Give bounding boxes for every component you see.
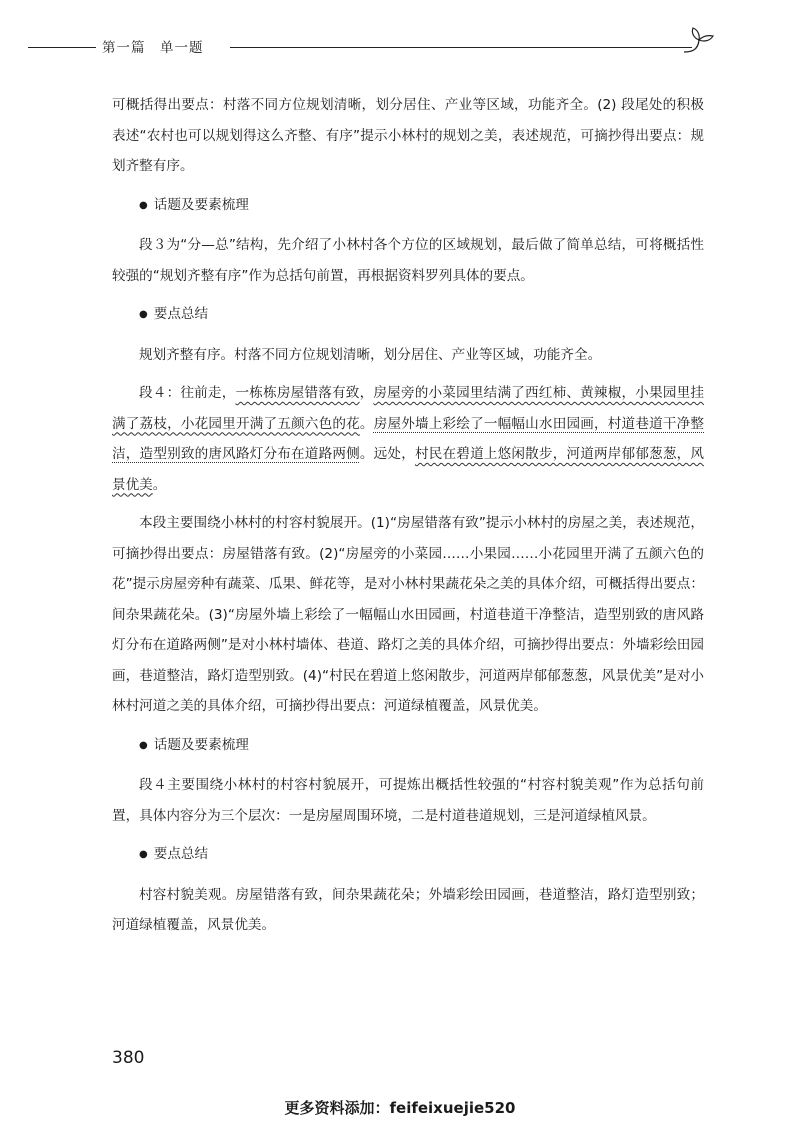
passage-punct: 。 <box>359 415 374 432</box>
passage-punct: ， <box>359 385 374 401</box>
topic-paragraph: 段４主要围绕小林村的村容村貌展开，可提炼出概括性较强的“村容村貌美观”作为总括句前置，具体内容分为三个层次：一是房屋周围环境，二是村道巷道规划，三是河道绿植风景。 <box>112 777 704 824</box>
bullet-heading <box>112 299 704 332</box>
sprout-icon <box>682 24 716 54</box>
bullet-heading <box>112 730 704 763</box>
passage-segment-1: 一栋栋房屋错落有致 <box>235 385 360 401</box>
bullet-heading <box>112 190 704 223</box>
passage-segment-3: 房屋外墙上彩绘了一幅幅山水田园画，村道巷道干净整洁，造型别致的唐风路灯分布在道路两侧 <box>112 415 705 462</box>
page-content <box>112 90 704 941</box>
footer-note: 更多资料添加：feifeixuejie520 <box>284 1099 516 1117</box>
header-rule-right <box>230 47 692 48</box>
section-title: 第一篇 单一题 <box>102 40 204 56</box>
passage-segment-2: 房屋旁的小菜园里结满了西红柿、黄辣椒，小果园里挂满了荔枝，小花园里开满了五颜六色的花 <box>112 385 705 432</box>
bullet-heading-text: 要点总结 <box>153 306 209 322</box>
analysis-paragraph: 本段主要围绕小林村的村容村貌展开。(1)“房屋错落有致”提示小林村的房屋之美，表述规范，可摘抄得出要点：房屋错落有致。(2)“房屋旁的小菜园……小果园……小花园里开满了五颜六色的花”提示房屋旁种有蔬菜、瓜果、鲜花等，是对小林村果蔬花朵之美的具体介绍，可概括得出要点：间杂果蔬花朵。(3)“房屋外墙上彩绘了一幅幅山水田园画，村道巷道干净整洁，造型别致的唐风路灯分布在道路两侧”是对小林村墙体、巷道、路灯之美的具体介绍，可摘抄得出要点：外墙彩绘田园画，巷道整洁，路灯造型别致。(4)“村民在碧道上悠闲散步，河道两岸郁郁葱葱，风景优美”是对小林村河道之美的具体介绍，可摘抄得出要点：河道绿植覆盖，风景优美。 <box>112 515 704 714</box>
bullet-heading-text: 话题及要素梳理 <box>153 196 249 213</box>
passage-lead: 段４：往前走， <box>139 385 236 401</box>
passage-segment-4: 村民在碧道上悠闲散步，河道两岸郁郁葱葱，风景优美 <box>112 446 705 493</box>
header-rule-left <box>28 47 96 48</box>
source-passage <box>112 378 704 500</box>
topic-paragraph: 段３为“分—总”结构，先介绍了小林村各个方位的区域规划，最后做了简单总结，可将概括性较强的“规划齐整有序”作为总括句前置，再根据资料罗列具体的要点。 <box>112 237 704 284</box>
page-header <box>0 28 800 68</box>
bullet-heading-text: 话题及要素梳理 <box>153 736 249 753</box>
bullet-dot-icon: ● <box>139 739 148 751</box>
passage-punct: 。 <box>152 476 167 493</box>
passage-punct: 。远处， <box>359 446 415 462</box>
analysis-paragraph: 可概括得出要点：村落不同方位规划清晰，划分居住、产业等区域，功能齐全。(2) 段尾处的积极表述“农村也可以规划得这么齐整、有序”提示小林村的规划之美，表述规范，可摘抄得出要点：规划齐整有序。 <box>112 97 704 174</box>
bullet-dot-icon: ● <box>139 849 148 860</box>
bullet-dot-icon: ● <box>139 199 148 211</box>
summary-paragraph: 村容村貌美观。房屋错落有致，间杂果蔬花朵；外墙彩绘田园画，巷道整洁，路灯造型别致；河道绿植覆盖，风景优美。 <box>112 886 704 933</box>
bullet-dot-icon: ● <box>139 309 148 320</box>
bullet-heading <box>112 839 704 872</box>
summary-paragraph: 规划齐整有序。村落不同方位规划清晰，划分居住、产业等区域，功能齐全。 <box>139 346 602 363</box>
bullet-heading-text: 要点总结 <box>153 846 209 862</box>
page-number: 380 <box>112 1048 145 1068</box>
